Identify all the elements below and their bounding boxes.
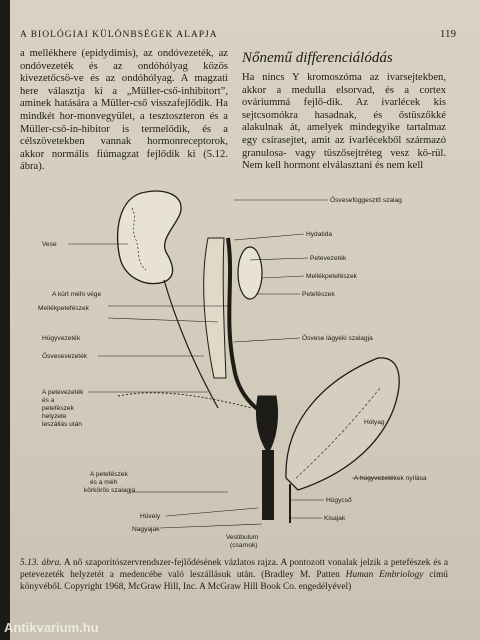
label-petefeszek: Petefészek [302, 291, 335, 298]
gonad-ridge [204, 238, 226, 378]
label-vestibulum-1: Vestibulum [226, 534, 259, 541]
label-huvely: Hüvely [140, 513, 161, 520]
anatomy-figure [28, 178, 468, 553]
watermark: Antikvarium.hu [4, 620, 99, 635]
label-petevezetek-helyzete-3: petefészek [42, 405, 74, 412]
label-mellekpetefeszek-right: Mellékpetefészek [306, 273, 357, 280]
caption-book-title: Human Embriology [345, 570, 424, 581]
page-number: 119 [439, 28, 456, 40]
right-column-text: Ha nincs Y kromoszóma az ivarsejtekben, akkor a medulla elsorvad, és a cortex ováriummá fejlő-dik. Az ivarlécek kis sejtcsomókra hasadnak, és őstüszőkké alakulnak át, amelyek mindegyike tartalmaz egy csírasejtet, amit az ivarlécekből származó granulosa- vagy tüszősejtréteg vesz kö-rül. Nem kell hormont elválasztani és nem kell [242, 72, 446, 172]
label-petefeszek-meh-3: körkörös szalagja [84, 487, 136, 494]
book-page [10, 0, 480, 640]
caption-text-1: A nő szaporítószervrendszer-fejlődésének vázlatos rajza. A pontozott vonalak jelzik a petefészek és a petevezeték helyzetét a medencébe való leszállásuk után. (Bradley M. Patten [20, 558, 448, 581]
label-osvesevezetek: Ősvesevezeték [42, 353, 88, 360]
left-column [20, 48, 228, 174]
label-petevezetek: Petevezeték [310, 255, 347, 262]
left-column-text: a mellékhere (epidydimis), az ondóvezeték, az ondóvezeték és az ondóhólyag közös kivezetőcsö-ve és az ondóhólyag. A magzati here választja ki a „Müller-cső-inhibitort”, aminek hatására a Müller-cső visszafejlődik. Ha mindkét hor-monvegyület, a tesztoszteron és a Müller-cső-in-hibitor is termelődik, és a célszövetekben vannak hormonreceptorok, akkor normális fiúmagzat fejlődik ki (5.12. ábra). [20, 48, 228, 173]
vagina-shape [262, 450, 274, 520]
figure-caption [20, 557, 448, 594]
running-head: A BIOLÓGIAI KÜLÖNBSÉGEK ALAPJA [20, 30, 218, 40]
right-column [242, 72, 446, 173]
label-hydatida: Hydatida [306, 231, 333, 238]
label-hugyvezetek: Húgyvezeték [42, 335, 81, 342]
label-vese: Vese [42, 241, 57, 248]
label-nagyajak: Nagyajak [132, 526, 160, 533]
caption-text-2: című könyvéből. Copyright 1968, McGraw Hill, Inc. A McGraw Hill Book Co. engedélyével) [20, 570, 448, 593]
uterus-shape [256, 396, 277, 453]
caption-label: 5.13. ábra. [20, 558, 62, 568]
label-petefeszek-meh-2: és a méh [90, 479, 118, 486]
label-petevezetek-helyzete-1: A petevezeték [42, 389, 84, 396]
label-kurt-mehi-vege: A kürt méhi vége [52, 291, 102, 298]
label-vestibulum-2: (csarnok) [230, 542, 258, 549]
label-hugyvezetekek-nyilasa: A húgyvezetékek nyílása [354, 475, 427, 482]
label-holyag: Hólyag [364, 419, 385, 426]
dotted-descent [118, 393, 252, 408]
label-kisajak: Kisajak [324, 515, 346, 522]
section-heading: Nőnemű differenciálódás [242, 50, 393, 66]
label-petevezetek-helyzete-2: és a [42, 397, 55, 404]
label-petevezetek-helyzete-5: leszállás után [42, 421, 82, 428]
anatomy-drawing [28, 178, 468, 553]
label-petefeszek-meh-1: A petefészek [90, 471, 128, 478]
label-hugycso: Húgycső [326, 497, 352, 504]
kidney-shape [118, 191, 181, 284]
ovary-shape [238, 247, 262, 299]
label-mellekpetefeszek-left: Mellékpetefészek [38, 305, 89, 312]
label-petevezetek-helyzete-4: helyzete [42, 413, 67, 420]
label-osvese-laegyeki-szalagja: Ősvese lágyéki szalagja [302, 335, 373, 342]
label-osvesefuggeszto-szalag: Ősvesefüggesztő szalag [330, 197, 402, 204]
